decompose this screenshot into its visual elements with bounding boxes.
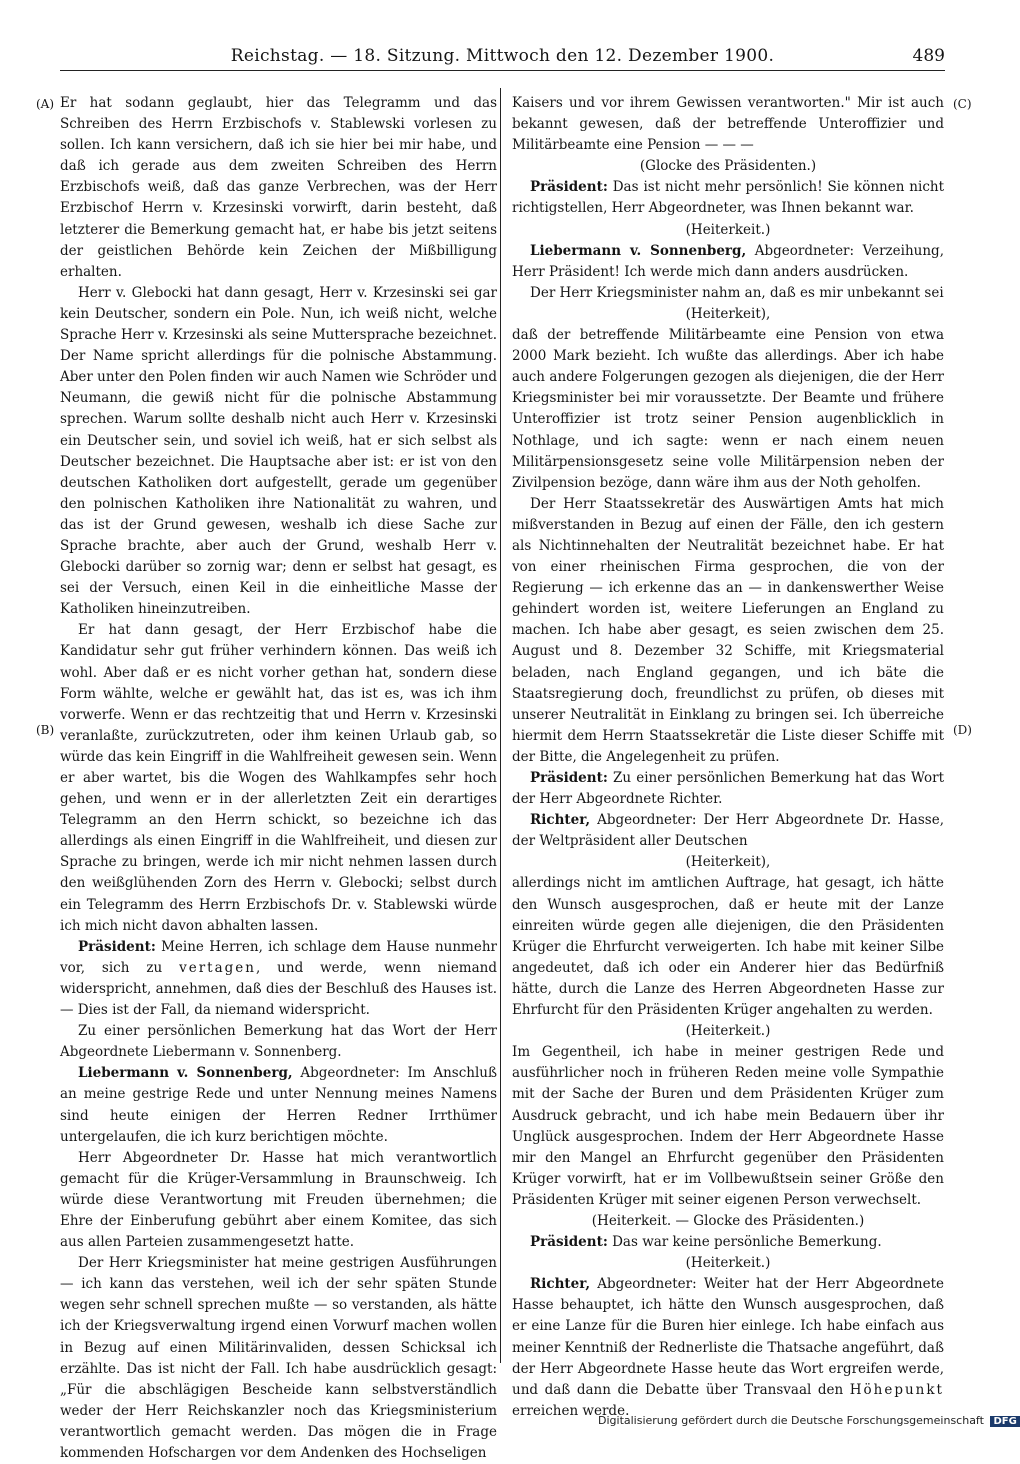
speaker-name: Richter,	[530, 1276, 591, 1293]
speaker-name: Präsident:	[530, 1234, 608, 1251]
margin-mark-b: (B)	[36, 723, 55, 737]
right-column	[512, 93, 944, 1422]
paragraph: Präsident: Das war keine persönliche Bemerkung.	[530, 1234, 882, 1251]
paragraph: daß der betreffende Militärbeamte eine Pension von etwa 2000 Mark bezieht. Ich wußte das allerdings. Aber ich habe auch andere Folgerungen gezogen als diejenigen, die der Herr Kriegsminister bei mir voraussetzte. Der Beamte und frühere Unteroffizier ist trotz seiner Pension augenblicklich in Nothlage, und ich sagte: wenn er nach einem neuen Militärpensionsgesetz seine volle Militärpension neben der Zivilpension bezöge, dann wäre ihm aus der Noth geholfen.	[512, 327, 944, 491]
stage-direction: (Glocke des Präsidenten.)	[639, 158, 817, 175]
speaker-name: Präsident:	[530, 179, 608, 196]
paragraph: Präsident: Das ist nicht mehr persönlich! Sie können nicht richtigstellen, Herr Abgeordneter, was Ihnen bekannt war.	[512, 179, 945, 217]
margin-mark-a: (A)	[36, 97, 55, 111]
speaker-name: Richter,	[530, 812, 591, 829]
paragraph: Liebermann v. Sonnenberg, Abgeordneter: Verzeihung, Herr Präsident! Ich werde mich dann anders ausdrücken.	[512, 242, 944, 280]
spaced-word: vertagen	[179, 959, 256, 976]
footer-credit: Digitalisierung gefördert durch die Deutsche Forschungsgemeinschaft	[598, 1414, 984, 1427]
footer	[598, 1414, 1020, 1427]
paragraph: Richter, Abgeordneter: Der Herr Abgeordnete Dr. Hasse, der Weltpräsident aller Deutschen	[512, 812, 944, 850]
speaker-name: Präsident:	[530, 770, 608, 786]
stage-direction: (Heiterkeit.)	[685, 1255, 771, 1272]
paragraph: Zu einer persönlichen Bemerkung hat das Wort der Herr Abgeordnete Liebermann v. Sonnenberg.	[60, 1023, 497, 1061]
paragraph: allerdings nicht im amtlichen Auftrage, hat gesagt, ich hätte den Wunsch ausgesprochen, daß er heute mit der Lanze einreiten würde gegen alle diejenigen, die den Präsidenten Krüger die Ehrfurcht verweigerten. Ich habe mit keiner Silbe angedeutet, daß ich oder ein Anderer hier das Bedürfniß hätte, durch die Lanze des Herren Abgeordneten Hasse zur Ehrfurcht für den Präsidenten Krüger angehalten zu werden.	[512, 875, 944, 1019]
stage-direction: (Heiterkeit.)	[685, 221, 771, 238]
paragraph: Er hat dann gesagt, der Herr Erzbischof habe die Kandidatur sehr gut früher verhindern können. Das weiß ich wohl. Aber daß er es nicht vorher gethan hat, sondern diese Form wählte, welche er gewählt hat, das ist es, was ich ihm vorwerfe. Wenn er das rechtzeitig that und Herrn v. Krzesinski veranlaßte, zurückzutreten, oder ihm keinen Urlaub gab, so würde das kein Eingriff in die Wahlfreiheit gewesen sein. Wenn er aber wartet, bis die Wogen des Wahlkampfes sehr hoch gehen, und wenn er in der allerletzten Zeit ein derartiges Telegramm an den Herrn schickt, so bezeichne ich das allerdings als einen Eingriff in die Wahlfreiheit, und diesen zur Sprache zu bringen, werde ich mir nicht nehmen lassen durch den weißglühenden Zorn des Herrn v. Glebocki; selbst durch ein Telegramm des Herrn Erzbischofs Dr. v. Stablewski würde ich mich nicht davon abhalten lassen.	[60, 622, 497, 934]
paragraph: Herr Abgeordneter Dr. Hasse hat mich verantwortlich gemacht für die Krüger-Versammlung in Braunschweig. Ich würde diese Verantwortung mit Freuden übernehmen; die Ehre der Einberufung gebührt aber einem Komitee, das sich aus allen Parteien zusammengesetzt hatte.	[60, 1149, 497, 1251]
paragraph: Im Gegentheil, ich habe in meiner gestrigen Rede und ausführlicher noch in früheren Reden meine volle Sympathie mit der Sache der Buren und dem Präsidenten Krüger zum Ausdruck gebracht, und ich habe mein Bedauern über ihr Unglück ausgesprochen. Indem der Herr Abgeordnete Hasse mir den Mangel an Ehrfurcht gegenüber den Präsidenten Krüger vorwirft, hat er im Vollbewußtsein seiner Größe den Präsidenten Krüger mit seiner eigenen Person verwechselt.	[512, 1044, 944, 1208]
paragraph: Liebermann v. Sonnenberg, Abgeordneter: Im Anschluß an meine gestrige Rede und unter Nennung meines Namens sind heute einigen der Herren Redner Irrthümer untergelaufen, die ich kurz berichtigen möchte.	[60, 1065, 498, 1145]
spaced-word: Höhepunkt	[849, 1381, 944, 1398]
stage-direction: (Heiterkeit),	[685, 305, 771, 322]
dfg-logo: DFG	[990, 1416, 1019, 1427]
page-number: 489	[912, 46, 945, 66]
left-column	[60, 93, 497, 1464]
speaker-name: Präsident:	[78, 938, 156, 955]
paragraph: Der Herr Kriegsminister nahm an, daß es mir unbekannt sei	[530, 284, 944, 301]
column-divider	[500, 88, 501, 1363]
speaker-name: Liebermann v. Sonnenberg,	[78, 1065, 293, 1082]
paragraph: Herr v. Glebocki hat dann gesagt, Herr v. Krzesinski sei gar kein Deutscher, sondern ein Pole. Nun, ich weiß nicht, welche Sprache Herr v. Krzesinski als seine Muttersprache bezeichnet. Der Name spricht allerdings für die polnische Abstammung. Aber unter den Polen finden wir auch Namen wie Schröder und Neumann, die gewiß nicht für die polnische Abstammung sprechen. Warum sollte deshalb nicht auch Herr v. Krzesinski ein Deutscher sein, und soviel ich weiß, hat er sich selbst als Deutscher bezeichnet. Die Hauptsache aber ist: er ist von den deutschen Katholiken dort aufgestellt, gerade um gegenüber den polnischen Katholiken ihre Nationalität zu wahren, und das ist der Grund gewesen, weshalb ich diese Sache zur Sprache brachte, aber auch der Grund, weshalb Herr v. Glebocki darüber so zornig war; denn er selbst hat gesagt, es sei der Versuch, einen Keil in die einheitliche Masse der Katholiken hineinzutreiben.	[60, 284, 497, 618]
paragraph: Richter, Abgeordneter: Weiter hat der Herr Abgeordnete Hasse behauptet, ich hätte den Wunsch ausgesprochen, daß er eine Lanze für die Buren hier einlege. Ich habe einfach aus meiner Kenntniß der Rednerliste die Thatsache angeführt, daß der Herr Abgeordnete Hasse heute das Wort ergreifen werde, und daß dann die Debatte über Transvaal den Höhepunkt erreichen werde.	[512, 1276, 944, 1419]
margin-mark-c: (C)	[953, 97, 972, 111]
margin-mark-d: (D)	[953, 723, 972, 737]
header-title: Reichstag. — 18. Sitzung. Mittwoch den 12. Dezember 1900.	[230, 46, 775, 66]
paragraph: Präsident: Zu einer persönlichen Bemerkung hat das Wort der Herr Abgeordnete Richter.	[512, 770, 945, 808]
paragraph: Er hat sodann geglaubt, hier das Telegramm und das Schreiben des Herrn Erzbischofs v. Stablewski vorlesen zu sollen. Ich kann versichern, daß ich sie hier bei mir habe, und daß ich gerade aus dem zweiten Schreiben des Herrn Erzbischofs weiß, daß das ganze Verbrechen, was der Herr Erzbischof Herrn v. Krzesinski vorwirft, darin besteht, daß letzterer die Bemerkung gemacht hat, er habe bis jetzt seitens der geistlichen Behörde kein Zeichen der Mißbilligung erhalten.	[60, 95, 497, 280]
paragraph: Präsident: Meine Herren, ich schlage dem Hause nunmehr vor, sich zu vertagen, und werde, wenn niemand widerspricht, annehmen, daß dies der Beschluß des Hauses ist. — Dies ist der Fall, da niemand widerspricht.	[60, 938, 497, 1019]
stage-direction: (Heiterkeit),	[685, 854, 771, 871]
stage-direction: (Heiterkeit.)	[685, 1023, 771, 1040]
paragraph: Der Herr Kriegsminister hat meine gestrigen Ausführungen — ich kann das verstehen, weil ich der sehr späten Stunde wegen sehr schnell sprechen mußte — so verstanden, als hätte ich der Kriegsverwaltung irgend einen Vorwurf machen wollen in Bezug auf einen Militärinvaliden, dessen Schicksal ich erzählte. Das ist nicht der Fall. Ich habe ausdrücklich gesagt: „Für die abschlägigen Bescheide kann selbstverständlich weder der Herr Reichskanzler noch das Kriegsministerium verantwortlich gemacht werden. Das mögen die in Frage kommenden Hofschargen vor dem Andenken des Hochseligen	[60, 1255, 497, 1461]
paragraph: Kaisers und vor ihrem Gewissen verantworten." Mir ist auch bekannt gewesen, daß der betreffende Unteroffizier und Militärbeamte eine Pension — — —	[512, 95, 944, 154]
stage-direction: (Heiterkeit. — Glocke des Präsidenten.)	[591, 1212, 865, 1229]
paragraph: Der Herr Staatssekretär des Auswärtigen Amts hat mich mißverstanden in Bezug auf einen der Fälle, den ich gestern als Nichtinnehalten der Neutralität bezeichnet habe. Er hat von einer rheinischen Firma gesprochen, die von der Regierung — ich erkenne das an — in dankenswerther Weise gehindert worden ist, weitere Lieferungen an England zu machen. Ich habe aber gesagt, es seien zwischen dem 25. August und 8. Dezember 32 Schiffe, mit Kriegsmaterial beladen, nach England gegangen, und ich bäte die Staatsregierung doch, freundlichst zu prüfen, ob dieses mit unserer Neutralität in Einklang zu bringen sei. Ich überreiche hiermit dem Herrn Staatssekretär die Liste dieser Schiffe mit der Bitte, die Angelegenheit zu prüfen.	[512, 495, 944, 765]
speaker-name: Liebermann v. Sonnenberg,	[530, 242, 747, 259]
page-header	[60, 46, 945, 71]
